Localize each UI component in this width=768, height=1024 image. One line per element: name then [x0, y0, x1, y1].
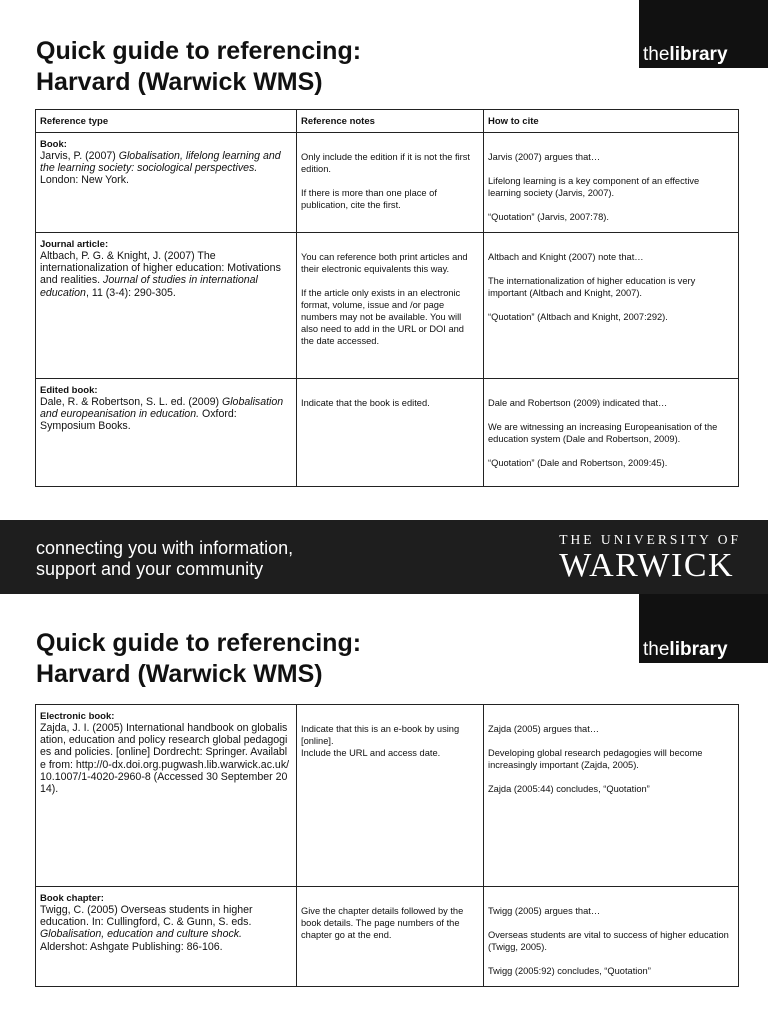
the-library-logo	[639, 0, 768, 68]
reference-notes-cell	[297, 233, 484, 379]
how-to-cite-cell	[484, 379, 739, 487]
reference-publisher: London: New York.	[40, 174, 129, 187]
reference-notes-cell	[297, 887, 484, 987]
reference-text: Altbach, P. G. & Knight, J. (2007) The internationalization of higher education: Motivations and realities.	[40, 250, 281, 287]
how-to-cite-cell	[484, 887, 739, 987]
reference-notes-cell	[297, 133, 484, 233]
reference-type-cell	[36, 133, 297, 233]
reference-title: Globalisation and europeanisation in education.	[40, 396, 284, 421]
cite-example: “Quotation” (Altbach and Knight, 2007:292).	[488, 312, 668, 322]
reference-publisher: , 11 (3-4): 290-305.	[85, 286, 176, 299]
table-row	[36, 705, 739, 887]
footer-banner	[0, 520, 768, 594]
table-row	[36, 379, 739, 487]
table-row	[36, 133, 739, 233]
reference-type-cell	[36, 379, 297, 487]
cite-example: “Quotation” (Jarvis, 2007:78).	[488, 212, 609, 222]
reference-title: Journal of studies in international education	[40, 274, 258, 299]
reference-table	[35, 109, 739, 487]
reference-type-cell	[36, 233, 297, 379]
cite-example: Twigg (2005:92) concludes, “Quotation”	[488, 966, 651, 976]
column-header: Reference notes	[297, 110, 484, 133]
cite-example: Dale and Robertson (2009) indicated that…	[488, 398, 668, 408]
cite-example: We are witnessing an increasing Europeanisation of the education system (Dale and Robertson, 2009).	[488, 422, 718, 444]
tagline-line-2: support and your community	[36, 559, 264, 579]
page-title-line-1: Quick guide to referencing:	[36, 37, 362, 65]
page-title	[36, 628, 361, 690]
reference-publisher: Aldershot: Ashgate Publishing: 86-106.	[40, 940, 223, 953]
table-row	[36, 887, 739, 987]
tagline-line-1: connecting you with information,	[36, 538, 294, 558]
reference-notes-cell	[297, 379, 484, 487]
reference-type-label: Edited book:	[40, 385, 98, 396]
reference-title: Globalisation, lifelong learning and the learning society: sociological perspectives.	[40, 150, 281, 175]
reference-notes-cell	[297, 705, 484, 887]
note-text: Give the chapter details followed by the book details. The page numbers of the chapter go at the end.	[301, 906, 464, 940]
how-to-cite-cell	[484, 705, 739, 887]
cite-example: Twigg (2005) argues that…	[488, 906, 601, 916]
cite-example: Lifelong learning is a key component of an effective learning society (Jarvis, 2007).	[488, 176, 700, 198]
logo-suffix: library	[669, 44, 728, 65]
column-header: How to cite	[484, 110, 739, 133]
reference-publisher: Oxford: Symposium Books.	[40, 408, 237, 433]
cite-example: Jarvis (2007) argues that…	[488, 152, 601, 162]
logo-prefix: the	[643, 639, 670, 660]
reference-type-label: Journal article:	[40, 239, 109, 250]
reference-text: Twigg, C. (2005) Overseas students in higher education. In: Cullingford, C. & Gunn, S. eds.	[40, 904, 253, 929]
table-header-row	[36, 110, 739, 133]
reference-type-label: Electronic book:	[40, 711, 115, 722]
note-text: You can reference both print articles and their electronic equivalents this way.	[301, 252, 468, 274]
logo-suffix: library	[669, 639, 728, 660]
reference-text: Jarvis, P. (2007)	[40, 150, 119, 162]
cite-example: “Quotation” (Dale and Robertson, 2009:45).	[488, 458, 668, 468]
page-title-line-1: Quick guide to referencing:	[36, 629, 362, 657]
reference-type-cell	[36, 887, 297, 987]
note-text: Indicate that the book is edited.	[301, 398, 430, 408]
page-title	[36, 36, 361, 98]
note-text: Only include the edition if it is not the first edition.	[301, 152, 470, 174]
cite-example: Zajda (2005) argues that…	[488, 724, 600, 734]
reference-text: Dale, R. & Robertson, S. L. ed. (2009)	[40, 396, 222, 408]
banner-tagline	[36, 538, 293, 580]
reference-title: Globalisation, education and culture shock.	[40, 928, 242, 941]
note-text: If the article only exists in an electronic format, volume, issue and /or page numbers may not be available. You will also need to add in the URL or DOI and the date accessed.	[301, 288, 464, 346]
how-to-cite-cell	[484, 233, 739, 379]
column-header: Reference type	[36, 110, 297, 133]
reference-table	[35, 704, 739, 987]
logo-prefix: the	[643, 44, 670, 65]
uni-logo-main: WARWICK	[559, 547, 735, 584]
cite-example: Zajda (2005:44) concludes, “Quotation”	[488, 784, 650, 794]
university-of-warwick-logo	[559, 532, 741, 584]
cite-example: Altbach and Knight (2007) note that…	[488, 252, 644, 262]
the-library-logo	[639, 594, 768, 663]
uni-logo-top: THE UNIVERSITY OF	[559, 532, 741, 547]
note-text: Indicate that this is an e-book by using [online]. Include the URL and access date.	[301, 724, 460, 758]
page-title-line-2: Harvard (Warwick WMS)	[36, 660, 323, 688]
reference-type-label: Book:	[40, 139, 67, 150]
reference-text: Zajda, J. I. (2005) International handbook on globalisation, education and policy research global pedagogies and policies. [online] Dordrecht: Springer. Available from: http://0-dx.doi.org.pugwash.lib.warwick.ac.uk/10.1007/1-4020-2960-8 (Accessed 30 September 2014).	[40, 722, 290, 796]
reference-type-label: Book chapter:	[40, 893, 104, 904]
how-to-cite-cell	[484, 133, 739, 233]
cite-example: The internationalization of higher education is very important (Altbach and Knight, 2007).	[488, 276, 696, 298]
table-row	[36, 233, 739, 379]
cite-example: Developing global research pedagogies will become increasingly important (Zajda, 2005).	[488, 748, 703, 770]
note-text: If there is more than one place of publication, cite the first.	[301, 188, 437, 210]
reference-type-cell	[36, 705, 297, 887]
page-title-line-2: Harvard (Warwick WMS)	[36, 68, 323, 96]
cite-example: Overseas students are vital to success of higher education (Twigg, 2005).	[488, 930, 729, 952]
